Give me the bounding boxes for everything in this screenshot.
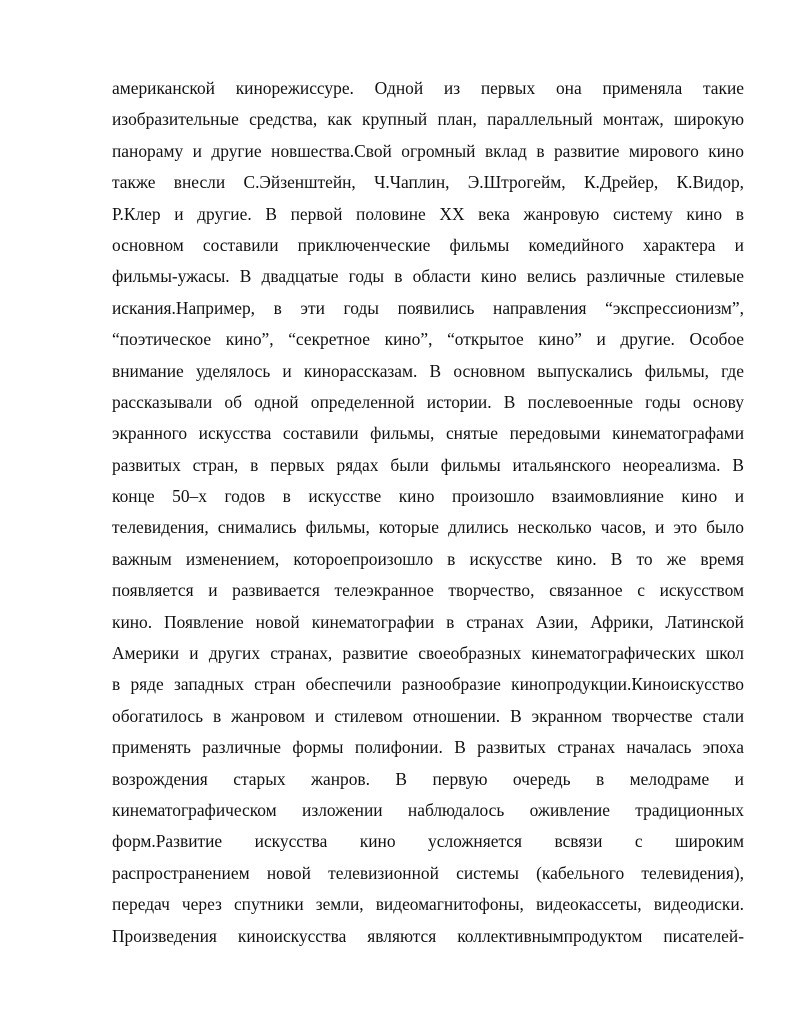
text-line: важным изменением, котороепроизошло в искусстве кино. В то же время xyxy=(112,548,744,569)
text-line: обогатилось в жанровом и стилевом отношении. В экранном творчестве стали xyxy=(112,705,744,726)
text-line: основном составили приключенческие фильмы комедийного характера и xyxy=(112,234,744,255)
text-line: кино. Появление новой кинематографии в странах Азии, Африки, Латинской xyxy=(112,611,744,632)
text-line: фильмы-ужасы. В двадцатые годы в области кино велись различные стилевые xyxy=(112,266,744,287)
text-line: форм.Развитие искусства кино усложняется всвязи с широким xyxy=(112,831,744,852)
text-line: появляется и развивается телеэкранное творчество, связанное с искусством xyxy=(112,580,744,601)
text-line: рассказывали об одной определенной истории. В послевоенные годы основу xyxy=(112,391,744,412)
text-line: экранного искусства составили фильмы, снятые передовыми кинематографами xyxy=(112,423,744,444)
text-line: искания.Например, в эти годы появились направления “экспрессионизм”, xyxy=(112,297,744,318)
text-line: в ряде западных стран обеспечили разнообразие кинопродукции.Киноискусство xyxy=(112,674,744,695)
text-line: возрождения старых жанров. В первую очередь в мелодраме и xyxy=(112,768,744,789)
text-line: телевидения, снимались фильмы, которые длились несколько часов, и это было xyxy=(112,517,744,538)
text-line: передач через спутники земли, видеомагнитофоны, видеокассеты, видеодиски. xyxy=(112,894,744,915)
text-line: распространением новой телевизионной системы (кабельного телевидения), xyxy=(112,862,744,883)
text-line: панораму и другие новшества.Свой огромный вклад в развитие мирового кино xyxy=(112,140,744,161)
text-line: применять различные формы полифонии. В развитых странах началась эпоха xyxy=(112,737,744,758)
text-line: изобразительные средства, как крупный план, параллельный монтаж, широкую xyxy=(112,109,744,130)
text-line: внимание уделялось и кинорассказам. В основном выпускались фильмы, где xyxy=(112,360,744,381)
text-line: конце 50–х годов в искусстве кино произошло взаимовлияние кино и xyxy=(112,486,744,507)
text-line: Р.Клер и другие. В первой половине ХХ века жанровую систему кино в xyxy=(112,203,744,224)
text-line: также внесли С.Эйзенштейн, Ч.Чаплин, Э.Штрогейм, К.Дрейер, К.Видор, xyxy=(112,172,744,193)
body-text xyxy=(112,73,744,952)
text-line: кинематографическом изложении наблюдалось оживление традиционных xyxy=(112,799,744,820)
text-line: американской кинорежиссуре. Одной из первых она применяла такие xyxy=(112,78,744,98)
text-line: Произведения киноискусства являются коллективнымпродуктом писателей- xyxy=(112,925,744,946)
text-line: развитых стран, в первых рядах были фильмы итальянского неореализма. В xyxy=(112,454,744,475)
text-line: “поэтическое кино”, “секретное кино”, “открытое кино” и другие. Особое xyxy=(112,329,744,350)
text-line: Америки и других странах, развитие своеобразных кинематографических школ xyxy=(112,643,744,664)
